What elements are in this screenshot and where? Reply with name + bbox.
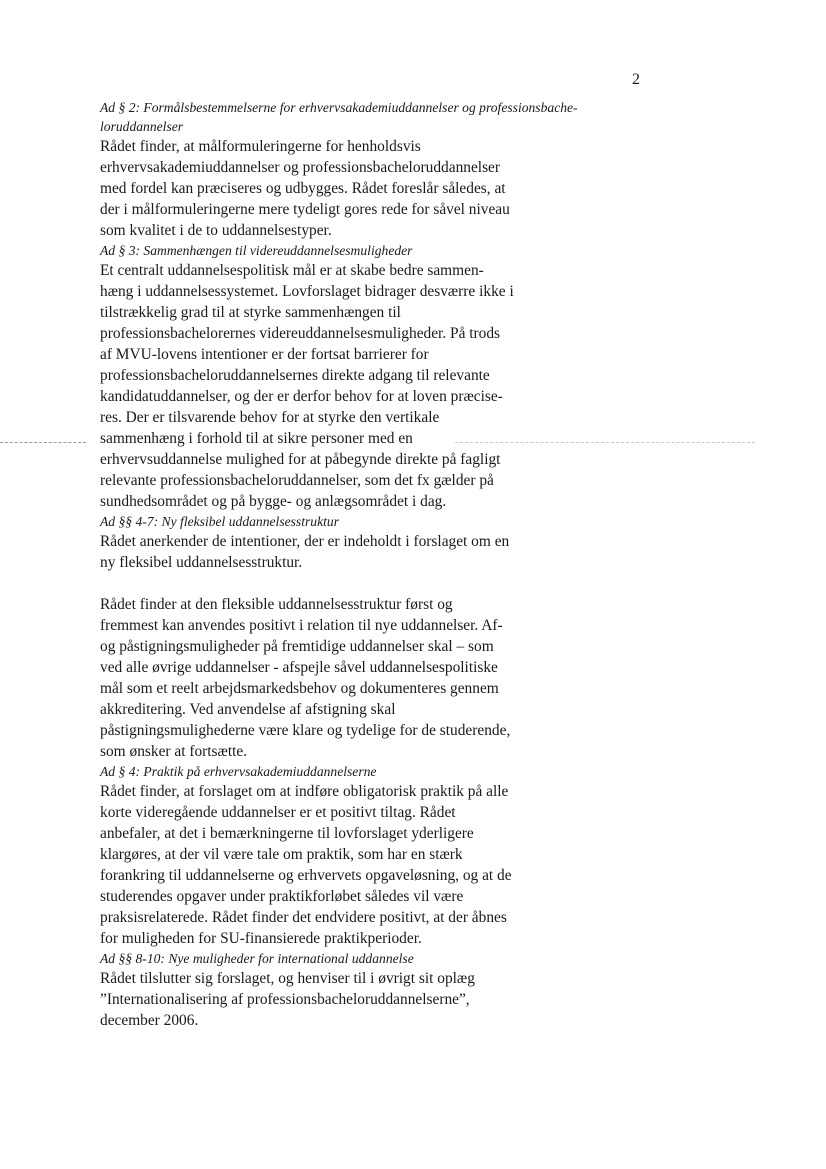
section — [92, 949, 592, 1031]
text-line: ”Internationalisering af professionsbacheloruddannelserne”, — [100, 991, 470, 1008]
scan-artifact-line — [0, 442, 86, 443]
section-heading: loruddannelser — [100, 119, 184, 134]
text-line: sammenhæng i forhold til at sikre personer med en — [100, 430, 413, 447]
text-line: erhvervsuddannelse mulighed for at påbegynde direkte på fagligt — [100, 451, 501, 468]
text-line: kandidatuddannelser, og der er derfor behov for at loven præcise- — [100, 388, 503, 405]
text-line: erhvervsakademiuddannelser og professionsbacheloruddannelser — [100, 159, 501, 176]
text-line: Rådet finder at den fleksible uddannelsesstruktur først og — [100, 596, 453, 613]
paragraph — [92, 531, 592, 573]
text-line: korte videregående uddannelser er et positivt tiltag. Rådet — [100, 804, 456, 821]
section-heading: Ad § 3: Sammenhængen til videreuddannelsesmuligheder — [100, 243, 413, 258]
text-line: ved alle øvrige uddannelser - afspejle såvel uddannelsespolitiske — [100, 659, 498, 676]
text-line: fremmest kan anvendes positivt i relation til nye uddannelser. Af- — [100, 617, 503, 634]
section — [92, 98, 592, 241]
text-line: studerendes opgaver under praktikforløbet således vil være — [100, 888, 464, 905]
text-line: Et centralt uddannelsespolitisk mål er at skabe bedre sammen- — [100, 262, 484, 279]
text-line: der i målformuleringerne mere tydeligt gores rede for såvel niveau — [100, 201, 510, 218]
text-line: res. Der er tilsvarende behov for at styrke den vertikale — [100, 409, 440, 426]
text-line: Rådet finder, at målformuleringerne for henholdsvis — [100, 138, 421, 155]
paragraph — [92, 968, 592, 1031]
section-heading: Ad § 4: Praktik på erhvervsakademiuddannelserne — [100, 764, 377, 779]
text-line: mål som et reelt arbejdsmarkedsbehov og dokumenteres gennem — [100, 680, 499, 697]
text-line: akkreditering. Ved anvendelse af afstigning skal — [100, 701, 396, 718]
text-line: af MVU-lovens intentioner er der fortsat barrierer for — [100, 346, 429, 363]
text-line: Rådet tilslutter sig forslaget, og henviser til i øvrigt sit oplæg — [100, 970, 475, 987]
paragraph — [92, 781, 592, 949]
text-line: sundhedsområdet og på bygge- og anlægsområdet i dag. — [100, 493, 447, 510]
text-line: professionsbacheloruddannelsernes direkte adgang til relevante — [100, 367, 490, 384]
section-heading: Ad §§ 4-7: Ny fleksibel uddannelsesstruktur — [100, 514, 339, 529]
page-number: 2 — [632, 71, 640, 88]
text-line: relevante professionsbacheloruddannelser, som det fx gælder på — [100, 472, 494, 489]
text-line: professionsbachelorernes videreuddannelsesmuligheder. På trods — [100, 325, 501, 342]
text-line: som ønsker at fortsætte. — [100, 743, 248, 760]
paragraph — [92, 260, 592, 512]
text-line: klargøres, at der vil være tale om praktik, som har en stærk — [100, 846, 463, 863]
text-line: Rådet finder, at forslaget om at indføre obligatorisk praktik på alle — [100, 783, 509, 800]
section-heading: Ad §§ 8-10: Nye muligheder for international uddannelse — [100, 951, 414, 966]
section — [92, 241, 592, 512]
text-line: hæng i uddannelsessystemet. Lovforslaget bidrager desværre ikke i — [100, 283, 514, 300]
text-line: påstigningsmulighederne være klare og tydelige for de studerende, — [100, 722, 511, 739]
paragraph — [92, 136, 592, 241]
text-line: praksisrelaterede. Rådet finder det endvidere positivt, at der åbnes — [100, 909, 507, 926]
text-line: forankring til uddannelserne og erhvervets opgaveløsning, og at de — [100, 867, 512, 884]
text-line: tilstrækkelig grad til at styrke sammenhængen til — [100, 304, 401, 321]
text-line: og påstigningsmuligheder på fremtidige uddannelser skal – som — [100, 638, 494, 655]
text-line: som kvalitet i de to uddannelsestyper. — [100, 222, 332, 239]
text-line: ny fleksibel uddannelsesstruktur. — [100, 554, 303, 571]
section — [92, 762, 592, 949]
text-line: for muligheden for SU-finansierede praktikperioder. — [100, 930, 422, 947]
section-heading: Ad § 2: Formålsbestemmelserne for erhvervsakademiuddannelser og professionsbache- — [100, 100, 578, 115]
text-line: med fordel kan præciseres og udbygges. Rådet foreslår således, at — [100, 180, 506, 197]
paragraph — [92, 594, 592, 762]
text-line: Rådet anerkender de intentioner, der er indeholdt i forslaget om en — [100, 533, 510, 550]
document-body — [92, 98, 592, 1031]
paragraph-spacer — [92, 573, 592, 594]
text-line: anbefaler, at det i bemærkningerne til lovforslaget yderligere — [100, 825, 474, 842]
text-line: december 2006. — [100, 1012, 199, 1029]
section — [92, 512, 592, 762]
